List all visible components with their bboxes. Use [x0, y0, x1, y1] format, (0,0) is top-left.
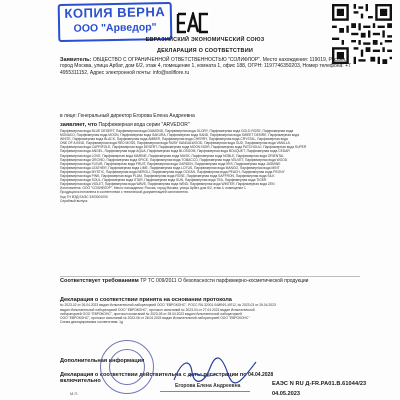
additional-info-label: Дополнительная информация [60, 358, 145, 364]
product-list-row: WHITE, Парфюмерная вода BLACK, Парфюмерная вода AMBER, Парфюмерная вода CHERRY, Парфюмерная вода CRYSTAL, Парфюмерная вода [60, 137, 288, 142]
registration-date: 04.05.2023 [272, 391, 300, 397]
product-list [60, 129, 360, 203]
product-list-row: Серийный выпуск [60, 198, 88, 203]
union-header: ЕВРАЗИЙСКИЙ ЭКОНОМИЧЕСКИЙ СОЮЗ [145, 37, 265, 43]
basis-row: лабораторией ООО "ЕВРОКОНС", протокол испытаний № 2023-05 от 28.04.2023 выдан Испытательной лабораторией [60, 311, 242, 316]
validity-label: Декларация о соответствии действительна с даты регистрации по [60, 372, 247, 378]
product-list-row: Парфюмерная вода BLUE DESERT, Парфюмерная вода DIAMOND, Парфюмерная вода GLORY, Парфюмерная вода GOLD ROSE, Парфюмерная вода [60, 129, 294, 133]
product-list-row: Парфюмерная вода FLEUR, Парфюмерная вода FRUIT, Парфюмерная вода GARDEN, Парфюмерная вода IRIS, Парфюмерная вода JASMINE [60, 161, 281, 166]
validity-suffix: включительно [60, 378, 101, 385]
product-list-row: Парфюмерная вода SOUL, Парфюмерная вода STAR, Парфюмерная вода SUN, Парфюмерная вода TEA, Парфюмерная вода TIGER [60, 178, 267, 183]
conformity-label: Соответствует требованиям [60, 278, 139, 284]
product-list-row: Изготовитель: ООО "СОЛИФЛОР". Место нахождения: Россия, город Москва, улица Арбат, дом 6/2, этаж 4, помещение 1 [60, 186, 246, 191]
applicant-text: ОБЩЕСТВО С ОГРАНИЧЕННОЙ ОТВЕТСТВЕННОСТЬЮ "СОЛИФЛОР". Место нахождения: 119019, Россия, город Москва, улица Арбат, дом 6/2, этаж 4, помещение 1, комната 1, офис 188, ОГРН: 1197746350203, Номер телефона: +7 4955311152, Адрес электронной почты: info@soliflore.ru [60, 57, 351, 76]
basis-section [60, 297, 360, 324]
product-list-row: Парфюмерная вода VIOLET, Парфюмерная вода WAVE, Парфюмерная вода WIND, Парфюмерная вода WINTER, Парфюмерная вода ZEN [60, 182, 275, 187]
product-list-row: MONACO, Парфюмерная вода MOON, Парфюмерная вода SAKURA, Парфюмерная вода SAND, Парфюмерная вода SWEET DESIRE, Парфюмерная вода [60, 133, 300, 138]
product-list-row: Парфюмерная вода LEATHER, Парфюмерная вода LIME, Парфюмерная вода LOTUS, Парфюмерная вода MANGO, Парфюмерная вода MINT [60, 165, 280, 170]
stamp-line-1: КОПИЯ ВЕРНА [64, 4, 166, 21]
product-list-row: Код ТН ВЭД ЕАЭС 3303001000 [60, 194, 108, 199]
copy-certified-stamp [58, 2, 173, 42]
conformity-text: ТР ТС 009/2011 О безопасности парфюмерно-косметической продукции [140, 278, 309, 284]
declares-label: заявляет, что [60, 122, 98, 128]
declaration-title: ДЕКЛАРАЦИЯ О СООТВЕТСТВИИ [156, 48, 253, 54]
company-seal [100, 340, 154, 394]
applicant-section [60, 57, 360, 76]
stamp-place-label: М.П. [70, 391, 79, 396]
basis-row: выдан Испытательной лабораторией ООО "ЕВРОКОНС", протокол испытаний № 2023-04 от 27.04.2023 выдан Испытательной [60, 307, 255, 312]
product-list-row: Парфюмерная вода CAPRIFOLE, Парфюмерная вода DESERT, Парфюмерная вода MOON NOIR, Парфюмерная вода PATCHOULI, Парфюмерная вода SUPER [60, 145, 307, 150]
registration-number: ЕАЭС N RU Д-FR.РА01.В.61044/23 [272, 381, 367, 387]
validity-date: 04.04.2028 [248, 372, 274, 378]
stamp-line-2: ООО "Арведор" [73, 21, 157, 35]
basis-row: № 2023-02 от 26.04.2023 выдан Испытательной лабораторией ООО "ЕВРОКОНС", РОСС RU.32001.04ИБФ1.ИЛ12, № 2023-03 от 26.04.2023 [60, 303, 276, 308]
product-list-row: Парфюмерная вода PINK, Парфюмерная вода PLUM, Парфюмерная вода ROSE, Парфюмерная вода SAFFRON, Парфюмерная вода SILK [60, 174, 275, 179]
product-list-row: Парфюмерная вода MYSTIC, Парфюмерная вода NEROLI, Парфюмерная вода OCEAN, Парфюмерная вода PEACH, Парфюмерная вода PEONY [60, 169, 285, 174]
product-list-row: Парфюмерная вода LOVE, Парфюмерная вода MARINE, Парфюмерная вода MUSK, Парфюмерная вода NOBLE, Парфюмерная вода ORIENTAL [60, 153, 285, 158]
basis-row: Схема декларирования соответствия: 1д [60, 319, 123, 324]
basis-label: Декларация о соответствии принята на основании протокола [60, 297, 232, 303]
director-line: в лице: Генеральный директор Егорова Елена Андреевна [60, 113, 195, 119]
basis-rows [60, 303, 360, 323]
basis-row: ООО "ЕВРОКОНС", протокол испытаний № 2023-06 от 28.04.2023 выдан Испытательной лабораторией ООО "ЕВРОКОНС" [60, 315, 250, 320]
product-list-row: Продукция изготовлена в соответствии с технической документацией изготовителя. [60, 190, 189, 195]
eac-mark-icon [176, 12, 210, 34]
product-list-row: ONE OF A KIND, Парфюмерная вода RED MOSS, Парфюмерная вода RUBY SANDALWOOD, Парфюмерная вода OUD, Парфюмерная вода VANILLA [60, 141, 290, 146]
signature-line [160, 391, 250, 392]
declares-section [60, 122, 360, 128]
applicant-label: Заявитель: [60, 57, 92, 63]
qr-code-icon [332, 4, 392, 64]
conformity-section [60, 278, 360, 284]
signer-name: Егорова Елена Андреевна [175, 383, 241, 389]
product-list-row: Парфюмерная вода ORCHID, Парфюмерная вода SPICE, Парфюмерная вода TOBACCO, Парфюмерная вода VELVET, Парфюмерная вода WOOD [60, 157, 288, 162]
product-list-row: Парфюмерная вода ANGEL, Парфюмерная вода AQUA, Парфюмерная вода BLOSSOM, Парфюмерная вода BOUQUET, Парфюмерная вода CEDAR [60, 149, 290, 154]
divider [60, 276, 360, 277]
declares-text: Парфюмерная вода серии "ARVEDOR" [98, 122, 190, 128]
